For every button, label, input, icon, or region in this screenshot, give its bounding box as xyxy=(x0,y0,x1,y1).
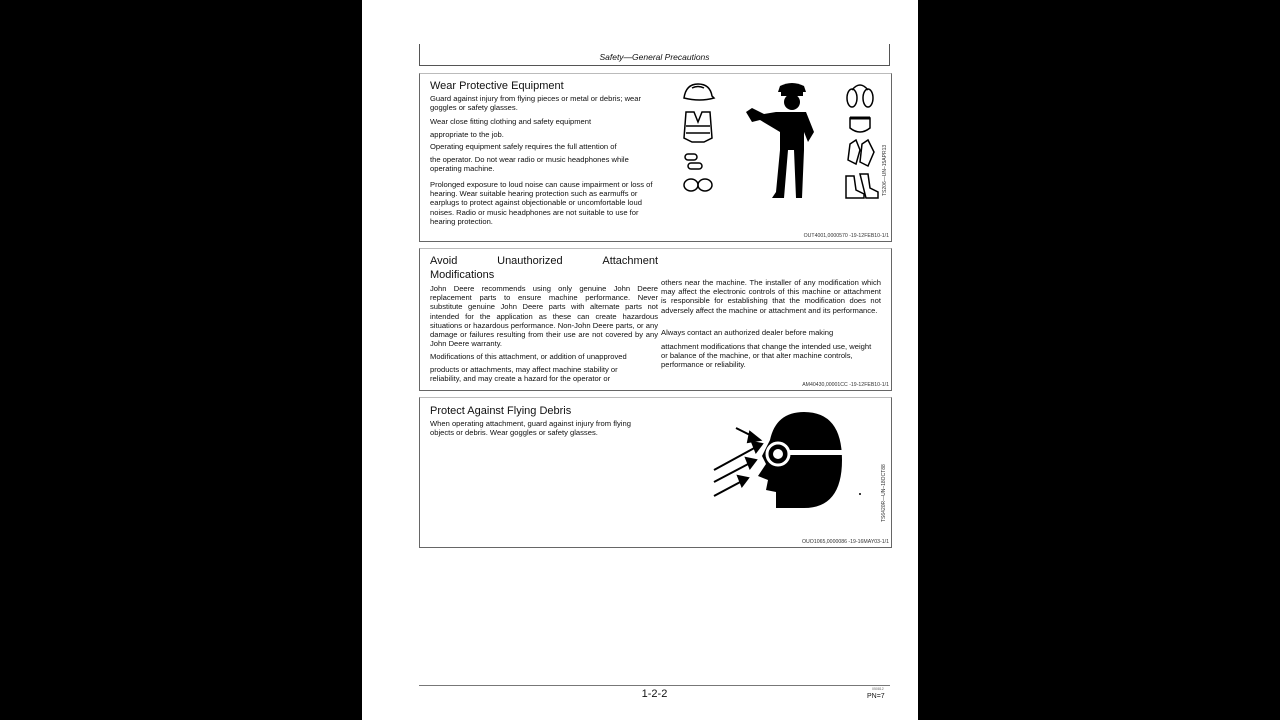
image-code: TS6420R—UN–18OCT88 xyxy=(881,464,887,522)
header-rule xyxy=(419,65,890,66)
section-title-line1 xyxy=(430,255,658,267)
footer-page-code: PN=7 xyxy=(867,693,885,700)
paragraph: Prolonged exposure to loud noise can cause impairment or loss of hearing. Wear suitable hearing protection such as earmuffs or earplugs to protect against objectionable or uncomfortable loud noises. Radio or music headphones are not suitable to use for hearing protection. xyxy=(430,180,653,226)
paragraph: Wear close fitting clothing and safety equipment xyxy=(430,117,592,126)
flying-debris-illustration xyxy=(692,410,867,512)
reference-code: OUO1065,0000086 -19-16MAY03-1/1 xyxy=(802,539,889,545)
paragraph: appropriate to the job. xyxy=(430,130,504,139)
paragraph: Operating equipment safely requires the full attention of xyxy=(430,142,617,151)
worker-figure-icon xyxy=(746,83,814,198)
reference-code: AM40430,00001CC -19-12FEB10-1/1 xyxy=(802,382,889,388)
paragraph: others near the machine. The installer of any modification which may affect the electronic controls of this machine or attachment is responsible for establishing that the modification does not adversely affect the machine or attachment and its performance. xyxy=(661,278,881,315)
safety-boots-icon xyxy=(846,174,878,198)
section-title-line2: Modifications xyxy=(430,269,495,281)
paragraph: attachment modifications that change the intended use, weight or balance of the machine, or that alter machine controls, performance or reliability. xyxy=(661,342,872,370)
image-code: TS206—UN–15APR13 xyxy=(882,144,888,196)
gloves-icon xyxy=(848,140,874,166)
debris-arrows-icon xyxy=(714,428,762,496)
paragraph: Guard against injury from flying pieces or metal or debris; wear goggles or safety glasses. xyxy=(430,94,642,113)
face-shield-icon xyxy=(850,118,870,132)
footer-small-code: 050812 xyxy=(872,687,884,691)
paragraph: John Deere recommends using only genuine John Deere replacement parts to ensure machine performance. Never substitute genuine John Deere parts with alternate parts not intended for the application as these can create hazardous situations or hazardous performance. Non-John Deere parts, or any damage or failures resulting from their use are not covered by any John Deere warranty. xyxy=(430,284,658,349)
section-protect-against-flying-debris xyxy=(419,397,892,548)
title-word: Attachment xyxy=(602,255,658,267)
debris-dot xyxy=(859,493,861,495)
paragraph: the operator. Do not wear radio or music headphones while operating machine. xyxy=(430,155,629,174)
paragraph: Modifications of this attachment, or addition of unapproved xyxy=(430,352,627,361)
safety-vest-icon xyxy=(684,112,712,142)
paragraph: Always contact an authorized dealer before making xyxy=(661,328,834,337)
earplugs-icon xyxy=(685,154,702,169)
hard-hat-icon xyxy=(684,84,714,100)
page-header-title: Safety—General Precautions xyxy=(599,52,710,62)
face-with-goggles-icon xyxy=(758,412,844,508)
manual-page xyxy=(362,0,918,720)
section-title: Wear Protective Equipment xyxy=(430,80,564,92)
reference-code: OUT4001,0000570 -19-12FEB10-1/1 xyxy=(803,233,889,239)
section-wear-protective-equipment xyxy=(419,73,892,242)
goggles-icon xyxy=(684,179,712,191)
page-number: 1-2-2 xyxy=(641,688,668,700)
title-word: Unauthorized xyxy=(497,255,563,267)
paragraph: products or attachments, may affect machine stability or reliability, and may create a hazard for the operator or xyxy=(430,365,618,384)
earmuffs-icon xyxy=(847,85,873,107)
title-word: Avoid xyxy=(430,255,458,267)
paragraph: When operating attachment, guard against injury from flying objects or debris. Wear goggles or safety glasses. xyxy=(430,419,631,438)
footer-rule xyxy=(419,685,890,686)
protective-equipment-illustration xyxy=(680,80,885,200)
section-avoid-unauthorized-modifications xyxy=(419,248,892,391)
section-title: Protect Against Flying Debris xyxy=(430,405,572,417)
